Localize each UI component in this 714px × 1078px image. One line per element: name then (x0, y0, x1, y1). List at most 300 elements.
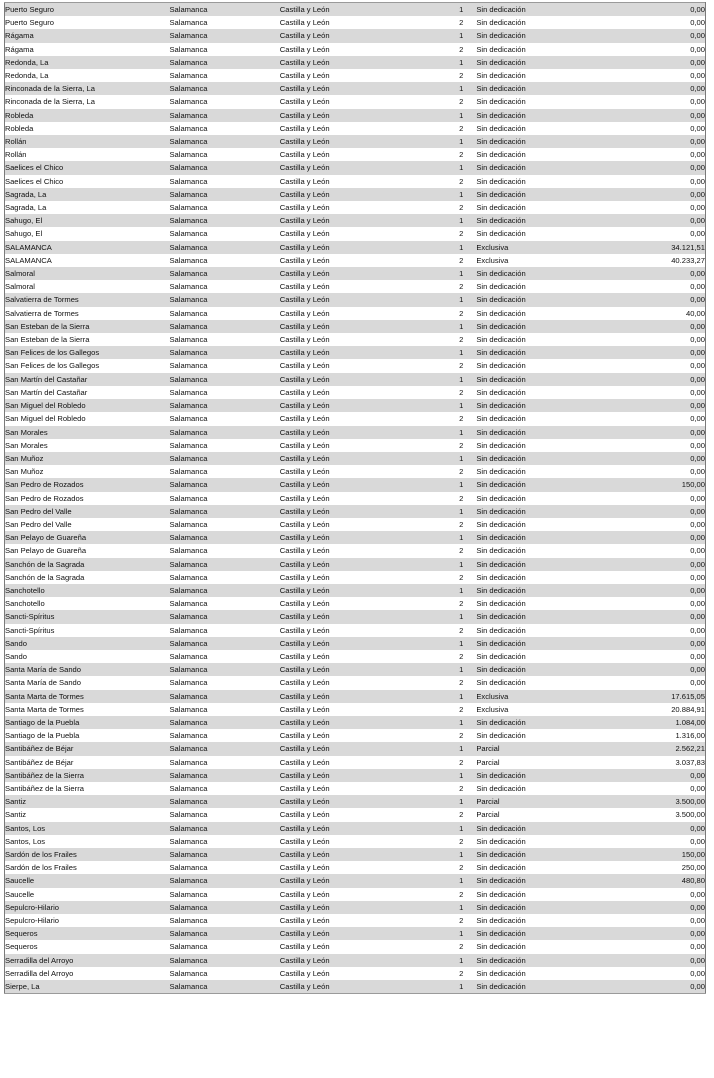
cell-provincia: Salamanca (169, 189, 208, 199)
cell-municipio: Santa María de Sando (5, 665, 81, 675)
cell-provincia: Salamanca (169, 863, 208, 873)
cell-municipio: Sardón de los Frailes (5, 850, 77, 859)
cell-dedicacion: Sin dedicación (476, 863, 526, 873)
table-row[interactable] (5, 676, 706, 689)
cell-comunidad: Castilla y León (279, 493, 330, 503)
table-row[interactable] (5, 637, 706, 650)
cell-importe: 0,00 (690, 321, 705, 331)
cell-provincia: Salamanca (169, 71, 208, 81)
table-row[interactable] (5, 505, 706, 518)
cell-dedicacion: Sin dedicación (476, 889, 526, 899)
cell-dedicacion: Sin dedicación (476, 982, 526, 992)
cell-municipio: San Miguel del Robledo (5, 414, 86, 424)
cell-numero: 2 (459, 150, 464, 160)
cell-comunidad: Castilla y León (279, 744, 330, 754)
cell-comunidad: Castilla y León (279, 97, 330, 107)
cell-importe: 0,00 (690, 427, 705, 437)
cell-importe: 0,00 (690, 651, 705, 661)
table-row[interactable] (5, 584, 706, 597)
table-row[interactable] (5, 386, 706, 399)
table-row[interactable] (5, 16, 706, 29)
cell-comunidad: Castilla y León (279, 678, 330, 688)
cell-municipio: Rinconada de la Sierra, La (5, 84, 95, 94)
cell-provincia: Salamanca (169, 625, 208, 635)
table-row[interactable] (5, 122, 706, 135)
cell-provincia: Salamanca (169, 691, 208, 701)
cell-dedicacion: Sin dedicación (476, 599, 526, 609)
cell-comunidad: Castilla y León (279, 704, 330, 714)
cell-provincia: Salamanca (169, 493, 208, 503)
cell-importe: 0,00 (690, 467, 705, 477)
cell-importe: 0,00 (690, 585, 705, 595)
table-row[interactable] (5, 267, 706, 280)
cell-dedicacion: Sin dedicación (476, 387, 526, 397)
cell-provincia: Salamanca (169, 810, 208, 820)
cell-importe: 0,00 (690, 665, 705, 675)
cell-municipio: Santos, Los (5, 836, 46, 846)
municipios-table (4, 2, 706, 994)
cell-municipio: San Miguel del Robledo (5, 401, 86, 411)
cell-provincia: Salamanca (169, 84, 208, 94)
cell-provincia: Salamanca (169, 123, 208, 133)
cell-provincia: Salamanca (169, 295, 208, 305)
cell-importe: 0,00 (690, 44, 705, 54)
table-row[interactable] (5, 954, 706, 967)
table-row[interactable] (5, 518, 706, 531)
cell-dedicacion: Sin dedicación (476, 572, 526, 582)
table-row[interactable] (5, 359, 706, 372)
table-row[interactable] (5, 597, 706, 610)
cell-importe: 0,00 (690, 123, 705, 133)
cell-provincia: Salamanca (169, 150, 208, 160)
table-row[interactable] (5, 426, 706, 439)
cell-importe: 0,00 (690, 493, 705, 503)
cell-importe: 0,00 (690, 150, 705, 160)
table-row[interactable] (5, 980, 706, 994)
cell-provincia: Salamanca (169, 823, 208, 833)
cell-numero: 1 (459, 876, 464, 886)
cell-importe: 0,00 (690, 638, 705, 648)
cell-provincia: Salamanca (169, 836, 208, 846)
cell-comunidad: Castilla y León (279, 84, 330, 94)
table-row[interactable] (5, 29, 706, 42)
cell-comunidad: Castilla y León (279, 717, 330, 727)
table-row[interactable] (5, 254, 706, 267)
table-row[interactable] (5, 571, 706, 584)
cell-municipio: Redonda, La (5, 57, 49, 67)
table-row[interactable] (5, 848, 706, 861)
table-row[interactable] (5, 888, 706, 901)
cell-municipio: Sahugo, El (5, 216, 43, 226)
cell-dedicacion: Exclusiva (476, 704, 509, 714)
table-row[interactable] (5, 82, 706, 95)
table-row[interactable] (5, 3, 706, 17)
cell-municipio: Sanchón de la Sagrada (5, 559, 85, 569)
cell-dedicacion: Sin dedicación (476, 968, 526, 978)
cell-numero: 2 (459, 889, 464, 899)
table-row[interactable] (5, 742, 706, 755)
table-row[interactable] (5, 95, 706, 108)
cell-numero: 2 (459, 467, 464, 477)
cell-importe: 0,00 (690, 84, 705, 94)
cell-provincia: Salamanca (169, 916, 208, 926)
table-row[interactable] (5, 901, 706, 914)
cell-importe: 0,00 (690, 31, 705, 41)
table-row[interactable] (5, 914, 706, 927)
cell-importe: 0,00 (690, 519, 705, 529)
table-row[interactable] (5, 703, 706, 716)
cell-municipio: Sagrada, La (5, 189, 47, 199)
cell-dedicacion: Sin dedicación (476, 955, 526, 965)
cell-dedicacion: Sin dedicación (476, 216, 526, 226)
cell-provincia: Salamanca (169, 651, 208, 661)
cell-numero: 2 (459, 916, 464, 926)
table-row[interactable] (5, 214, 706, 227)
table-row[interactable] (5, 967, 706, 980)
cell-comunidad: Castilla y León (279, 163, 330, 173)
cell-dedicacion: Sin dedicación (476, 836, 526, 846)
cell-municipio: Santa Marta de Tormes (5, 704, 84, 714)
cell-numero: 2 (459, 731, 464, 741)
cell-municipio: Sierpe, La (5, 982, 40, 992)
cell-numero: 1 (459, 348, 464, 358)
table-row[interactable] (5, 293, 706, 306)
cell-provincia: Salamanca (169, 559, 208, 569)
cell-importe: 0,00 (690, 625, 705, 635)
cell-municipio: Robleda (5, 123, 34, 133)
cell-numero: 1 (459, 559, 464, 569)
cell-comunidad: Castilla y León (279, 572, 330, 582)
cell-numero: 1 (459, 321, 464, 331)
cell-importe: 2.562,21 (675, 744, 705, 754)
table-row[interactable] (5, 729, 706, 742)
table-row[interactable] (5, 690, 706, 703)
cell-municipio: Salmoral (5, 282, 35, 292)
cell-provincia: Salamanca (169, 374, 208, 384)
cell-comunidad: Castilla y León (279, 176, 330, 186)
cell-importe: 1.316,00 (675, 731, 705, 741)
table-row[interactable] (5, 531, 706, 544)
cell-municipio: San Morales (5, 440, 48, 450)
cell-municipio: Santa Marta de Tormes (5, 691, 84, 701)
cell-provincia: Salamanca (169, 44, 208, 54)
cell-comunidad: Castilla y León (279, 150, 330, 160)
cell-comunidad: Castilla y León (279, 321, 330, 331)
cell-dedicacion: Sin dedicación (476, 440, 526, 450)
cell-provincia: Salamanca (169, 453, 208, 463)
cell-provincia: Salamanca (169, 361, 208, 371)
cell-comunidad: Castilla y León (279, 110, 330, 120)
table-row[interactable] (5, 465, 706, 478)
cell-comunidad: Castilla y León (279, 401, 330, 411)
cell-numero: 1 (459, 242, 464, 252)
table-row[interactable] (5, 333, 706, 346)
cell-dedicacion: Sin dedicación (476, 427, 526, 437)
cell-municipio: Santibáñez de Béjar (5, 744, 74, 754)
cell-provincia: Salamanca (169, 308, 208, 318)
cell-numero: 2 (459, 282, 464, 292)
cell-importe: 0,00 (690, 599, 705, 609)
cell-dedicacion: Sin dedicación (476, 57, 526, 67)
table-row[interactable] (5, 188, 706, 201)
cell-importe: 0,00 (690, 97, 705, 107)
cell-numero: 2 (459, 387, 464, 397)
cell-dedicacion: Sin dedicación (476, 414, 526, 424)
cell-importe: 20.884,91 (671, 704, 705, 714)
cell-importe: 150,00 (681, 480, 705, 490)
cell-municipio: San Felices de los Gallegos (5, 361, 100, 371)
table-row[interactable] (5, 148, 706, 161)
cell-provincia: Salamanca (169, 889, 208, 899)
cell-provincia: Salamanca (169, 401, 208, 411)
table-row[interactable] (5, 940, 706, 953)
cell-importe: 0,00 (690, 163, 705, 173)
cell-provincia: Salamanca (169, 440, 208, 450)
cell-numero: 2 (459, 493, 464, 503)
cell-comunidad: Castilla y León (279, 651, 330, 661)
cell-dedicacion: Sin dedicación (476, 282, 526, 292)
data-table-container (4, 2, 706, 994)
cell-comunidad: Castilla y León (279, 189, 330, 199)
table-row[interactable] (5, 782, 706, 795)
cell-importe: 0,00 (690, 335, 705, 345)
cell-dedicacion: Sin dedicación (476, 850, 526, 859)
table-row[interactable] (5, 373, 706, 386)
cell-comunidad: Castilla y León (279, 335, 330, 345)
cell-numero: 2 (459, 71, 464, 81)
table-row[interactable] (5, 175, 706, 188)
table-row[interactable] (5, 43, 706, 56)
cell-provincia: Salamanca (169, 757, 208, 767)
cell-provincia: Salamanca (169, 216, 208, 226)
cell-provincia: Salamanca (169, 546, 208, 556)
cell-numero: 1 (459, 955, 464, 965)
cell-provincia: Salamanca (169, 480, 208, 490)
table-row[interactable] (5, 452, 706, 465)
cell-dedicacion: Sin dedicación (476, 678, 526, 688)
cell-dedicacion: Sin dedicación (476, 876, 526, 886)
cell-numero: 2 (459, 335, 464, 345)
cell-provincia: Salamanca (169, 269, 208, 279)
cell-numero: 2 (459, 123, 464, 133)
cell-provincia: Salamanca (169, 850, 208, 859)
cell-provincia: Salamanca (169, 110, 208, 120)
cell-dedicacion: Exclusiva (476, 255, 509, 265)
cell-numero: 2 (459, 942, 464, 952)
cell-dedicacion: Sin dedicación (476, 942, 526, 952)
cell-municipio: Santiz (5, 810, 27, 820)
cell-provincia: Salamanca (169, 717, 208, 727)
table-row[interactable] (5, 624, 706, 637)
table-row[interactable] (5, 558, 706, 571)
cell-dedicacion: Sin dedicación (476, 361, 526, 371)
cell-provincia: Salamanca (169, 414, 208, 424)
cell-municipio: Rágama (5, 31, 34, 41)
table-row[interactable] (5, 650, 706, 663)
cell-numero: 2 (459, 968, 464, 978)
cell-municipio: Rágama (5, 44, 34, 54)
cell-importe: 0,00 (690, 783, 705, 793)
cell-municipio: Sancti-Spíritus (5, 625, 55, 635)
cell-comunidad: Castilla y León (279, 929, 330, 939)
cell-dedicacion: Exclusiva (476, 691, 509, 701)
cell-importe: 0,00 (690, 229, 705, 239)
cell-numero: 1 (459, 57, 464, 67)
cell-provincia: Salamanca (169, 176, 208, 186)
cell-municipio: Sanchotello (5, 585, 45, 595)
cell-importe: 3.500,00 (675, 797, 705, 807)
cell-importe: 0,00 (690, 440, 705, 450)
cell-municipio: San Pelayo de Guareña (5, 546, 87, 556)
table-row[interactable] (5, 320, 706, 333)
cell-importe: 0,00 (690, 533, 705, 543)
table-row[interactable] (5, 874, 706, 887)
table-row[interactable] (5, 161, 706, 174)
cell-numero: 2 (459, 440, 464, 450)
cell-importe: 0,00 (690, 889, 705, 899)
table-row[interactable] (5, 412, 706, 425)
table-row[interactable] (5, 201, 706, 214)
cell-comunidad: Castilla y León (279, 123, 330, 133)
cell-provincia: Salamanca (169, 612, 208, 622)
cell-importe: 0,00 (690, 955, 705, 965)
cell-numero: 1 (459, 929, 464, 939)
cell-municipio: San Esteban de la Sierra (5, 335, 90, 345)
cell-municipio: Robleda (5, 110, 34, 120)
cell-comunidad: Castilla y León (279, 665, 330, 675)
table-row[interactable] (5, 280, 706, 293)
cell-provincia: Salamanca (169, 982, 208, 992)
cell-provincia: Salamanca (169, 97, 208, 107)
cell-provincia: Salamanca (169, 942, 208, 952)
cell-provincia: Salamanca (169, 704, 208, 714)
table-row[interactable] (5, 795, 706, 808)
cell-numero: 2 (459, 704, 464, 714)
cell-provincia: Salamanca (169, 18, 208, 28)
table-row[interactable] (5, 227, 706, 240)
table-row[interactable] (5, 769, 706, 782)
cell-dedicacion: Sin dedicación (476, 506, 526, 516)
table-row[interactable] (5, 756, 706, 769)
table-row[interactable] (5, 439, 706, 452)
table-row[interactable] (5, 610, 706, 623)
cell-comunidad: Castilla y León (279, 585, 330, 595)
cell-dedicacion: Sin dedicación (476, 110, 526, 120)
cell-importe: 17.615,05 (671, 691, 705, 701)
cell-dedicacion: Sin dedicación (476, 321, 526, 331)
table-row[interactable] (5, 861, 706, 874)
cell-comunidad: Castilla y León (279, 216, 330, 226)
table-row[interactable] (5, 492, 706, 505)
table-row[interactable] (5, 808, 706, 821)
cell-dedicacion: Sin dedicación (476, 916, 526, 926)
table-row[interactable] (5, 135, 706, 148)
cell-provincia: Salamanca (169, 506, 208, 516)
cell-numero: 1 (459, 295, 464, 305)
table-row[interactable] (5, 241, 706, 254)
cell-dedicacion: Sin dedicación (476, 44, 526, 54)
cell-comunidad: Castilla y León (279, 308, 330, 318)
cell-provincia: Salamanca (169, 678, 208, 688)
cell-dedicacion: Exclusiva (476, 242, 509, 252)
cell-dedicacion: Sin dedicación (476, 823, 526, 833)
cell-municipio: San Pedro de Rozados (5, 480, 84, 490)
cell-municipio: San Pedro del Valle (5, 519, 72, 529)
table-row[interactable] (5, 109, 706, 122)
cell-provincia: Salamanca (169, 163, 208, 173)
cell-numero: 2 (459, 361, 464, 371)
cell-municipio: Saucelle (5, 876, 35, 886)
cell-comunidad: Castilla y León (279, 295, 330, 305)
cell-numero: 1 (459, 902, 464, 912)
cell-municipio: SALAMANCA (5, 242, 52, 252)
table-row[interactable] (5, 399, 706, 412)
cell-provincia: Salamanca (169, 876, 208, 886)
cell-municipio: Santiago de la Puebla (5, 717, 80, 727)
cell-comunidad: Castilla y León (279, 889, 330, 899)
cell-dedicacion: Sin dedicación (476, 71, 526, 81)
cell-municipio: San Muñoz (5, 467, 44, 477)
cell-comunidad: Castilla y León (279, 5, 330, 14)
cell-importe: 0,00 (690, 414, 705, 424)
cell-importe: 250,00 (681, 863, 705, 873)
table-row[interactable] (5, 478, 706, 491)
cell-dedicacion: Sin dedicación (476, 308, 526, 318)
table-row[interactable] (5, 822, 706, 835)
cell-numero: 1 (459, 374, 464, 384)
table-row[interactable] (5, 69, 706, 82)
cell-importe: 0,00 (690, 968, 705, 978)
cell-provincia: Salamanca (169, 242, 208, 252)
cell-dedicacion: Sin dedicación (476, 229, 526, 239)
cell-provincia: Salamanca (169, 282, 208, 292)
cell-numero: 2 (459, 651, 464, 661)
cell-importe: 0,00 (690, 612, 705, 622)
cell-provincia: Salamanca (169, 348, 208, 358)
table-row[interactable] (5, 663, 706, 676)
cell-comunidad: Castilla y León (279, 612, 330, 622)
cell-municipio: Santiz (5, 797, 27, 807)
table-row[interactable] (5, 307, 706, 320)
cell-dedicacion: Sin dedicación (476, 203, 526, 213)
cell-dedicacion: Sin dedicación (476, 176, 526, 186)
cell-numero: 2 (459, 836, 464, 846)
table-row[interactable] (5, 346, 706, 359)
cell-provincia: Salamanca (169, 57, 208, 67)
cell-dedicacion: Sin dedicación (476, 651, 526, 661)
cell-numero: 1 (459, 612, 464, 622)
cell-numero: 1 (459, 137, 464, 147)
cell-comunidad: Castilla y León (279, 414, 330, 424)
table-row[interactable] (5, 716, 706, 729)
cell-municipio: Salvatierra de Tormes (5, 295, 79, 305)
cell-importe: 0,00 (690, 823, 705, 833)
cell-dedicacion: Sin dedicación (476, 625, 526, 635)
cell-numero: 1 (459, 797, 464, 807)
cell-comunidad: Castilla y León (279, 57, 330, 67)
cell-dedicacion: Sin dedicación (476, 783, 526, 793)
cell-importe: 0,00 (690, 176, 705, 186)
table-row[interactable] (5, 927, 706, 940)
table-row[interactable] (5, 835, 706, 848)
table-row[interactable] (5, 544, 706, 557)
table-row[interactable] (5, 56, 706, 69)
cell-municipio: Serradilla del Arroyo (5, 968, 74, 978)
cell-municipio: Rollán (5, 150, 27, 160)
cell-importe: 0,00 (690, 929, 705, 939)
cell-importe: 0,00 (690, 982, 705, 992)
cell-numero: 2 (459, 176, 464, 186)
